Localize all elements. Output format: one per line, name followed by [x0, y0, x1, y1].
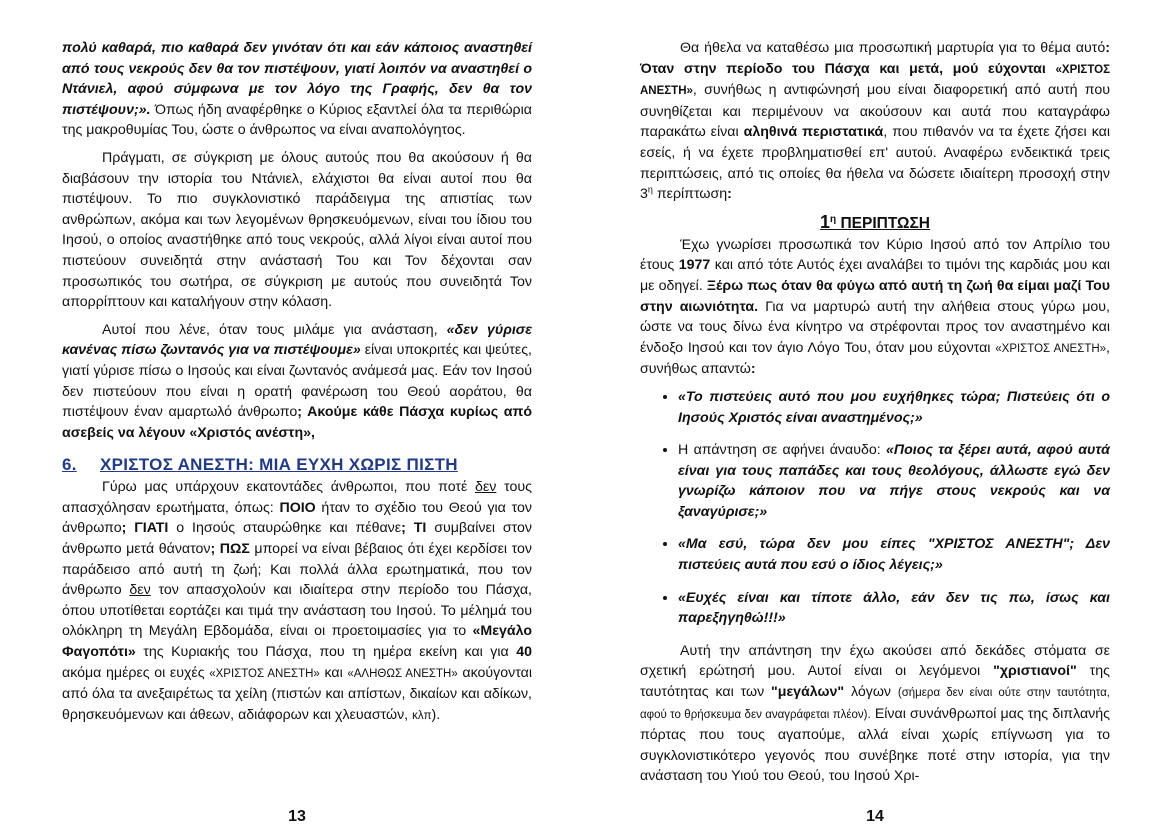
paragraph-2: Έχω γνωρίσει προσωπικά τον Κύριο Ιησού από τον Απρίλιο του έτους 1977 και από τότε Αυτός έχει αναλάβει το τιμόνι της καρδιάς μου και με οδηγεί. Ξέρω πως όταν θα φύγω από αυτή τη ζωή θα είμαι μαζί Του στην αιωνιότητα. Για να μαρτυρώ αυτή την αλήθεια στους γύρω μου, ώστε να τους δίνω ένα κίνητρο να στρέφονται προς τον αναστημένο και ένδοξο Ιησού και τον άγιο Λόγο Του, όταν μου εύχονται «ΧΡΙΣΤΟΣ ΑΝΕΣΤΗ», συνήθως απαντώ: [640, 236, 1110, 378]
paragraph-3: Αυτή την απάντηση την έχω ακούσει από δεκάδες στόματα σε σχετική ερώτησή μου. Αυτοί είναι οι λεγόμενοι "χριστιανοί" της ταυτότητας και των "μεγάλων" λόγων (σήμερα δεν είναι ούτε στην ταυτότητα, αφού το θρήσκευμα δεν αναγράφεται πλέον). Είναι συνάνθρωποί μας της διπλανής πόρτας που τους αγαπούμε, αλλά είναι χωρίς επίγνωση για το συγκλονιστικότερο γεγονός που συνέβηκε ποτέ στην ιστορία, για την ανάσταση του Υιού του Θεού, του Ιησού Χρι- [640, 642, 1111, 785]
section-heading [62, 455, 532, 475]
list-item: • «Ευχές είναι και τίποτε άλλο, εάν δεν τις πω, ίσως και παρεξηγηθώ!!!» [678, 588, 1110, 629]
page-number: 13 [288, 808, 306, 825]
list-item: • «Μα εσύ, τώρα δεν μου είπες "ΧΡΙΣΤΟΣ ΑΝΕΣΤΗ"; Δεν πιστεύεις αυτά που εσύ ο ίδιος λέγεις;» [678, 534, 1110, 575]
left-page [62, 38, 533, 825]
paragraph-1: πολύ καθαρά, πιο καθαρά δεν γινόταν ότι και εάν κάποιος αναστηθεί από τους νεκρούς δεν θα τον πιστέψουν, γιατί λοιπόν να αναστηθεί ο Ντάνιελ, αφού σύμφωνα με τον λόγο της Γραφής, δεν θα τον πιστέψουν;». Όπως ήδη αναφέρθηκε ο Κύριος εξαντλεί όλα τα περιθώρια της μακροθυμίας Του, ώστε ο άνθρωπος να είναι αναπολόγητος. [62, 40, 532, 139]
paragraph-3: Αυτοί που λένε, όταν τους μιλάμε για ανάσταση, «δεν γύρισε κανένας πίσω ζωντανός για να πιστέψουμε» είναι υποκριτές και ψεύτες, γιατί γύρισε πίσω ο Ιησούς και είναι ζωντανός ανάμεσά μας. Εάν τον Ιησού δεν πιστεύουν που είναι η ορατή φανέρωση του Θεού αοράτου, θα πιστέψουν έναν αμαρτωλό άνθρωπο; Ακούμε κάθε Πάσχα κυρίως από ασεβείς να λέγουν «Χριστός ανέστη», [62, 321, 533, 441]
case-heading: $1^\eta$ ΠΕΡΙΠΤΩΣΗ [820, 211, 930, 232]
paragraph-1: Θα ήθελα να καταθέσω μια προσωπική μαρτυρία για το θέμα αυτό: Όταν στην περίοδο του Πάσχα και μετά, μού εύχονται «ΧΡΙΣΤΟΣ ΑΝΕΣΤΗ», συνήθως η αντιφώνησή μου είναι διαφορετική από αυτή που συνηθίζεται και περιμένουν να ακούσουν και αυτά που καταγράφω παρακάτω είναι αληθινά περιστατικά, που πιθανόν να τα έχετε ζήσει και εσείς, ή να έχετε προβληματισθεί επ' αυτού. Αναφέρω ενδεικτικά τρεις περιπτώσεις, από τις οποίες θα ήθελα να δώσετε ιδιαίτερη προσοχή στην $3^\eta$ περίπτωση: [640, 40, 1110, 203]
paragraph-2: Πράγματι, σε σύγκριση με όλους αυτούς που θα ακούσουν ή θα διαβάσουν την ιστορία του Ντάνιελ, ελάχιστοι θα είναι αυτοί που θα πιστέψουν. Το πιο συγκλονιστικό παράδειγμα της απιστίας των ανθρώπων, ακόμα και των λεγομένων θρησκευόμενων, είναι του ίδιου του Ιησού, ο οποίος αναστήθηκε από τους νεκρούς, αλλά λίγοι είναι αυτοί που πιστεύουν συνειδητά στην ανάστασή Του και Τον δέχονται σαν προσωπικός του σωτήρα, σε σύγκριση με αυτούς που συνειδητά Τον απορρίπτουν και καταλήγουν στην κόλαση. [62, 149, 532, 311]
page-number: 14 [866, 808, 884, 825]
section-number: 6. [62, 455, 77, 475]
paragraph-4: Γύρω μας υπάρχουν εκατοντάδες άνθρωποι, που ποτέ δεν τους απασχόλησαν ερωτήματα, όπως: ΠΟΙΟ ήταν το σχέδιο του Θεού για τον άνθρωπο; ΓΙΑΤΙ ο Ιησούς σταυρώθηκε και πέθανε; ΤΙ συμβαίνει στον άνθρωπο μετά θάνατον; ΠΩΣ μπορεί να είναι βέβαιος ότι έχει κερδίσει τον παράδεισο από αυτή τη ζωή; Και πολλά άλλα ερωτηματικά, που τον άνθρωπο δεν τον απασχολούν και ιδιαίτερα στην περίοδο του Πάσχα, όπου υποτίθεται εορτάζει και τιμά την ανάσταση του Ιησού. Το μέλημά του ολόκληρη τη Μεγάλη Εβδομάδα, είναι οι προετοιμασίες για το «Μεγάλο Φαγοπότι» της Κυριακής του Πάσχα, που τη ημέρα εκείνη και για 40 ακόμα ημέρες οι ευχές «ΧΡΙΣΤΟΣ ΑΝΕΣΤΗ» και «ΑΛΗΘΩΣ ΑΝΕΣΤΗ» ακούγονται από όλα τα ανεξαιρέτως τα χείλη (πιστών και απίστων, δικαίων και αδίκων, θρησκευόμενων και άθεων, αδιάφορων και χλευαστών, κλπ). [62, 479, 533, 723]
list-item: • Η απάντηση σε αφήνει άναυδο: «Ποιος τα ξέρει αυτά, αφού αυτά είναι για τους παπάδες και τους θεολόγους, άλλωστε εγώ δεν γνωρίζω κάποιον που να πήγε στους νεκρούς και να ξαναγύρισε;» [678, 440, 1110, 522]
bullet-list [640, 387, 1110, 629]
right-page [640, 38, 1111, 825]
section-title: ΧΡΙΣΤΟΣ ΑΝΕΣΤΗ: ΜΙΑ ΕΥΧΗ ΧΩΡΙΣ ΠΙΣΤΗ [100, 455, 458, 475]
list-item: • «Το πιστεύεις αυτό που μου ευχήθηκες τώρα; Πιστεύεις ότι ο Ιησούς Χριστός είναι αναστημένος;» [678, 387, 1110, 428]
